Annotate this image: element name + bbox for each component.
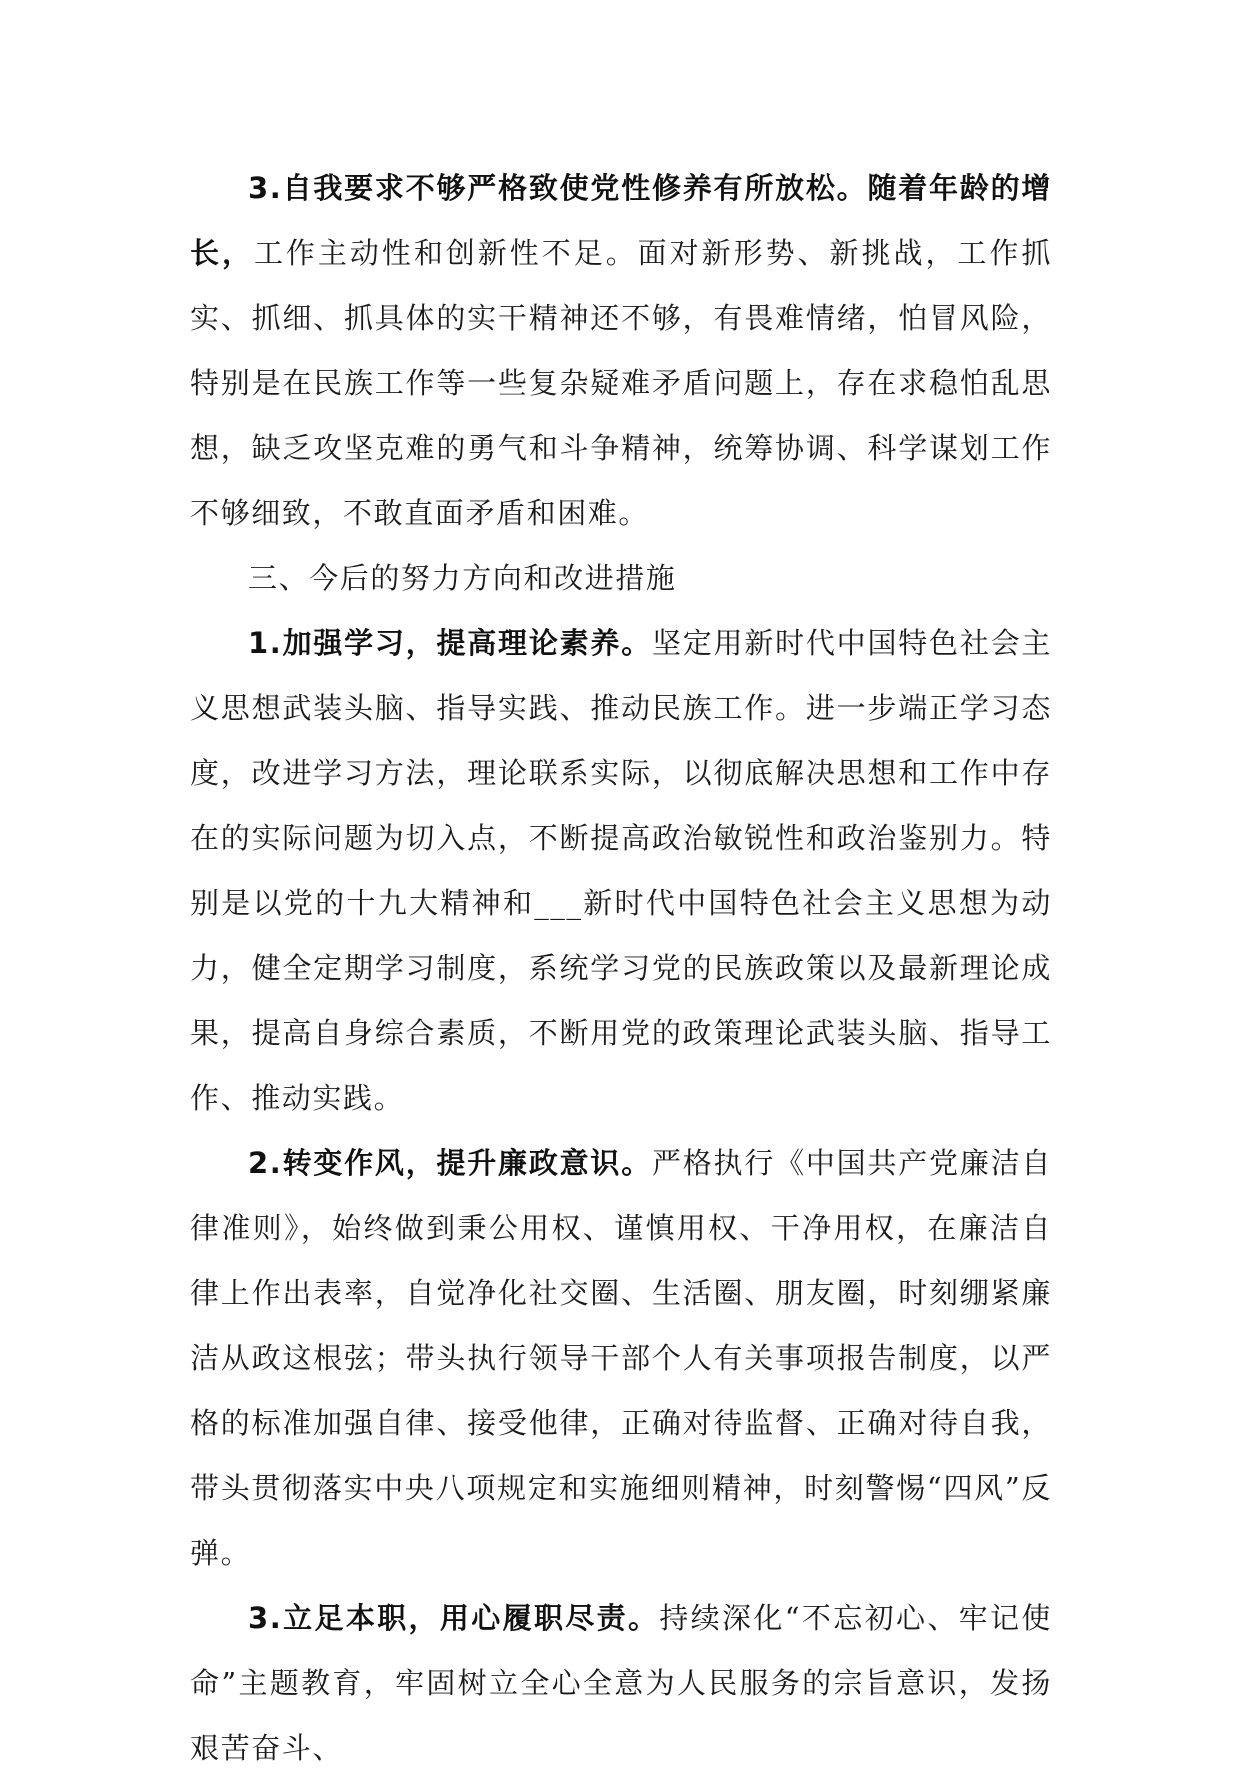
measure-lead: 3.立足本职，用心履职尽责。 [248, 1601, 660, 1635]
measure-lead: 1.加强学习，提高理论素养。 [248, 626, 652, 660]
measure-style [190, 1131, 1052, 1586]
section-heading: 三、今后的努力方向和改进措施 [248, 561, 677, 595]
paragraph-self-requirement [190, 156, 1052, 546]
measure-text: 严格执行《中国共产党廉洁自律准则》，始终做到秉公用权、谨慎用权、干净用权，在廉洁自律上作出表率，自觉净化社交圈、生活圈、朋友圈，时刻绷紧廉洁从政这根弦；带头执行领导干部个人有关事项报告制度，以严格的标准加强自律、接受他律，正确对待监督、正确对待自我，带头贯彻落实中央八项规定和实施细则精神，时刻警惕“四风”反弹。 [190, 1146, 1052, 1570]
document-body [190, 156, 1052, 1781]
measure-lead: 2.转变作风，提升廉政意识。 [248, 1146, 652, 1180]
measure-text: 持续深化“不忘初心、牢记使命”主题教育，牢固树立全心全意为人民服务的宗旨意识，发扬艰苦奋斗、 [190, 1601, 1052, 1765]
measure-text: 坚定用新时代中国特色社会主义思想武装头脑、指导实践、推动民族工作。进一步端正学习态度，改进学习方法，理论联系实际，以彻底解决思想和工作中存在的实际问题为切入点，不断提高政治敏锐性和政治鉴别力。特别是以党的十九大精神和___新时代中国特色社会主义思想为动力，健全定期学习制度，系统学习党的民族政策以及最新理论成果，提高自身综合素质，不断用党的政策理论武装头脑、指导工作、推动实践。 [190, 626, 1052, 1115]
paragraph-text: 工作主动性和创新性不足。面对新形势、新挑战，工作抓实、抓细、抓具体的实干精神还不够，有畏难情绪，怕冒风险，特别是在民族工作等一些复杂疑难矛盾问题上，存在求稳怕乱思想，缺乏攻坚克难的勇气和斗争精神，统筹协调、科学谋划工作不够细致，不敢直面矛盾和困难。 [190, 236, 1052, 530]
measure-study [190, 611, 1052, 1131]
measure-duty [190, 1586, 1052, 1781]
paragraph-lead: 3.自我要求不够严格致使党性修养有所放松。随着年龄的增长， [190, 171, 1052, 270]
